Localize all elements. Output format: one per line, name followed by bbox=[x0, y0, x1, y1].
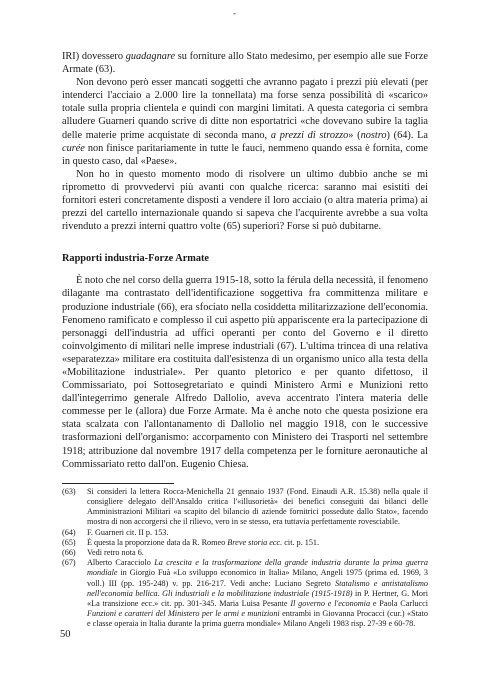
footnotes bbox=[62, 487, 428, 630]
footnote bbox=[62, 487, 428, 528]
text-run: È noto che nel corso della guerra 1915-18, sotto la férula della necessità, il fenomeno dilagante ma contrastato dell'identificazione soggettiva fra committenza militare e produzione industriale (66), era sfociato nella cosiddetta militarizzazione dell'economia. Fenomeno ramificato e complesso il cui aspetto più appariscente era la partecipazione di personaggi dell'industria ad uffici operanti per conto del Governo e il diretto coinvolgimento di militari nelle imprese industriali (67). L'ultima trincea di una relativa «separatezza» militare era costituita dall'esistenza di un organismo unico alla testa della «Mobilitazione industriale». Per quanto pletorico e per quanto difettoso, il Commissariato, poi Sottosegretariato e quindi Ministero Armi e Munizioni retto dall'integerrimo generale Alfredo Dallolio, aveva accentrato l'intera materia delle commesse per le (allora) due Forze Armate. Ma è anche noto che questa posizione era stata scalzata con l'allontanamento di Dallolio nel maggio 1918, con le successive trasformazioni dell'organismo: accorpamento con Ministero dei Trasporti nel settembre 1918; attribuzione dal novembre 1917 della competenza per le forniture aeronautiche al Commissariato retto dall'on. Eugenio Chiesa. bbox=[62, 275, 428, 470]
text-run: Non ho in questo momento modo di risolvere un ultimo dubbio anche se mi riprometto di provvedervi più avanti con qualche ricerca: saranno mai esistiti dei fornitori esteri concretamente disposti a vendere il loro acciaio (o altra materia prima) ai prezzi del cartello internazionale quando si sapeva che l'acquirente avrebbe a sua volta rivenduto a prezzi interni quattro volte (65) superiori? Forse si può dubitarne. bbox=[62, 168, 428, 233]
paragraph bbox=[62, 274, 428, 470]
italic-text: curée bbox=[62, 142, 85, 154]
footnote bbox=[62, 558, 428, 629]
footnote-text bbox=[87, 548, 428, 558]
text-run: cit. p. 151. bbox=[282, 537, 320, 547]
text-run: Alberto Caracciolo bbox=[87, 558, 155, 568]
body-text bbox=[62, 50, 428, 233]
page-content bbox=[62, 50, 428, 630]
footnote-text bbox=[87, 528, 428, 538]
footnote-number: (66) bbox=[62, 547, 76, 557]
paragraph bbox=[62, 168, 428, 233]
footnotes-rule bbox=[62, 483, 174, 484]
paragraph bbox=[62, 76, 428, 168]
footnote bbox=[62, 528, 428, 538]
footnote-number: (67) bbox=[62, 558, 76, 568]
text-run: Si consideri la lettera Rocca-Menichella 21 gennaio 1937 (Fond. Einaudi A.R. 15.38) nella quale il consigliere delegato dell'Ansaldo critica l'«illusorietà» dei benefici conseguiti dai bilanci delle Amministrazioni Militari «a scapito del bilancio di aziende fornitrici possedute dallo Stato», facendo mostra di non accorgersi che il rilievo, vero in se stesso, era tuttavia perfettamente rovesciabile. bbox=[87, 486, 428, 527]
footnote-text bbox=[87, 558, 428, 629]
text-run: F. Guarneri cit. II p. 153. bbox=[87, 527, 169, 537]
header-mark: - bbox=[233, 8, 236, 18]
footnote bbox=[62, 538, 428, 548]
text-run: » ( bbox=[348, 129, 361, 141]
text-run: non finisce paritariamente in tutte le fauci, nemmeno quando essa è fornita, come in questo caso, dal «Paese». bbox=[62, 142, 428, 167]
footnote-text bbox=[87, 538, 428, 548]
italic-text: guadagnare bbox=[125, 51, 176, 62]
text-run: Vedi retro nota 6. bbox=[87, 547, 144, 557]
italic-text: a prezzi di strozzo bbox=[270, 129, 349, 141]
footnote-number: (65) bbox=[62, 537, 76, 547]
text-run: ) (64). La bbox=[386, 129, 429, 141]
footnote bbox=[62, 548, 428, 558]
section-heading: Rapporti industria-Forze Armate bbox=[62, 253, 209, 265]
text-run: Non devono però esser mancati soggetti che avranno pagato i prezzi più elevati (per intenderci l'acciaio a 2.000 lire la tonnellata) ma forse senza possibilità di «scarico» totale sulla propria clientela e quindi con margini limitati. A questa categoria ci sembra alludere Guarneri quando scrive di ditte non esportatrici «che dovevano subire la taglia delle materie prime acquistate di seconda mano, bbox=[62, 77, 428, 141]
italic-text: Il governo e l'economia bbox=[290, 598, 371, 608]
paragraph bbox=[62, 50, 428, 76]
text-run: e Paola Carlucci bbox=[370, 598, 428, 608]
italic-text: Breve storia ecc. bbox=[227, 537, 283, 547]
section-body-text bbox=[62, 274, 428, 470]
footnote-number: (64) bbox=[62, 527, 76, 537]
italic-text: Statalismo e antistatalismo nell'economia bellica. Gli industriali e la mobilitazione industriale (1915-1918) bbox=[87, 578, 428, 598]
italic-text: nostro bbox=[360, 129, 387, 141]
page-number: 50 bbox=[60, 629, 71, 640]
text-run: entrambi in Giovanna Procacci (cur.) «Stato e classe operaia in Italia durante la prima guerra mondiale» Milano Angeli 1983 risp. 27-39 e 60-78. bbox=[87, 609, 428, 629]
italic-text: Funzioni e caratteri del Ministero per le armi e munizioni bbox=[87, 609, 280, 619]
text-run: IRI) dovessero bbox=[62, 51, 126, 62]
text-run: in Giorgio Fuà «Lo sviluppo economico in Italia» Milano, Angeli 1975 (prima ed. 1969, 3 voll.) III (pp. 195-248) v. pp. 216-217. Vedi anche: Luciano Segreto bbox=[87, 568, 428, 588]
footnote-number: (63) bbox=[62, 486, 76, 496]
text-run: su forniture allo Stato medesimo, per esempio alle sue Forze Armate (63). bbox=[62, 51, 429, 76]
text-run: È questa la proporzione data da R. Romeo bbox=[87, 537, 228, 547]
italic-text: La crescita e la trasformazione della grande industria durante la prima guerra mondiale bbox=[87, 558, 428, 578]
footnote-text bbox=[87, 487, 428, 528]
text-run: in P. Hertner, G. Mori «La transizione ecc.» cit. pp. 301-345. Maria Luisa Pesante bbox=[87, 588, 428, 608]
